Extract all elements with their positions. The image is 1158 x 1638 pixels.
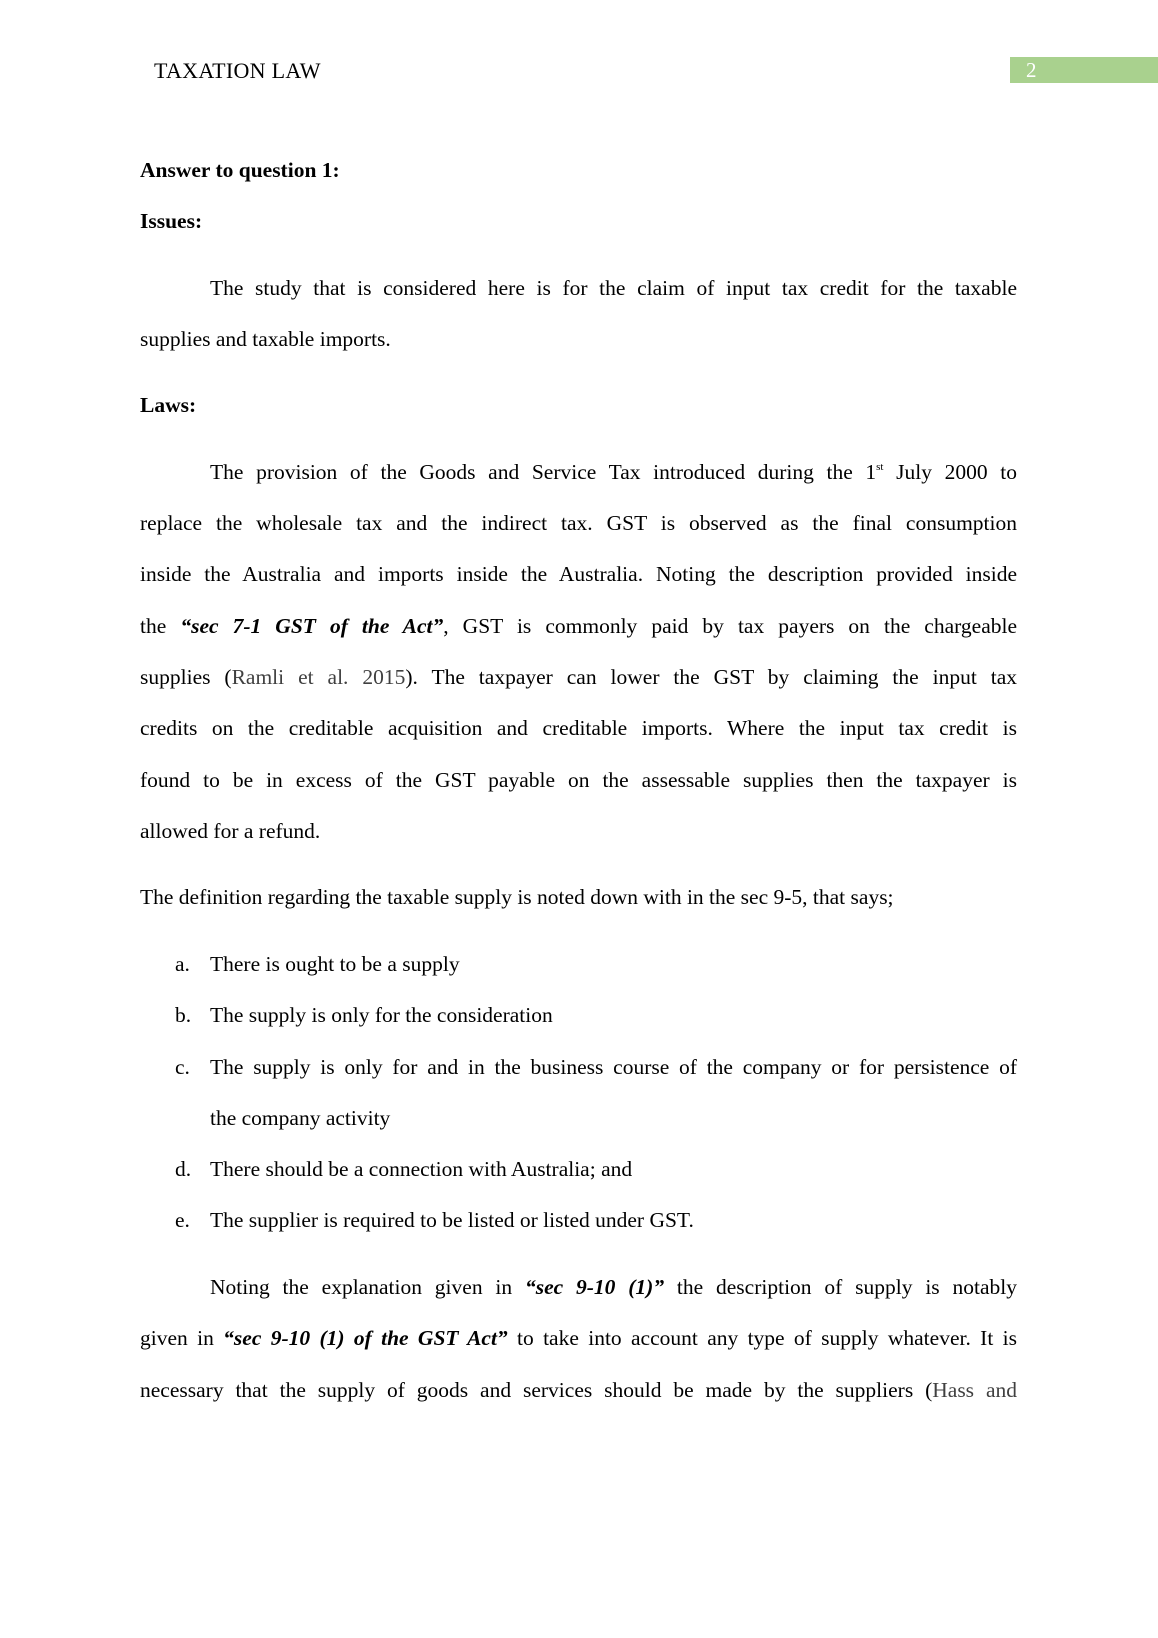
list-marker: d. [175,1157,192,1181]
statute-reference: “sec 7-1 GST of the Act” [180,614,444,638]
list-marker: b. [175,1003,192,1027]
heading-laws: Laws: [140,393,197,417]
statute-reference: “sec 9-10 (1)” [524,1275,665,1299]
list-item: There should be a connection with Australia; and [210,1157,633,1181]
laws-paragraph-line: replace the wholesale tax and the indirect tax. GST is observed as the final consumption [140,511,1017,535]
running-header-title: TAXATION LAW [154,58,321,83]
laws-paragraph-line: inside the Australia and imports inside the Australia. Noting the description provided inside [140,562,1017,586]
heading-issues: Issues: [140,209,203,233]
list-marker: c. [175,1055,190,1079]
issues-paragraph-line: The study that is considered here is for the claim of input tax credit for the taxable [210,276,1017,300]
text-run: ). The taxpayer can lower the GST by claiming the input tax [405,665,1017,689]
text-run: The provision of the Goods and Service Tax introduced during the 1 [210,460,877,484]
list-item-continuation: the company activity [210,1106,391,1130]
list-item: The supply is only for the consideration [210,1003,553,1027]
citation: Ramli et al. 2015 [231,665,406,689]
text-run: the [140,614,181,638]
list-item: The supplier is required to be listed or listed under GST. [210,1208,694,1232]
text-run: necessary that the supply of goods and services should be made by the suppliers ( [140,1378,933,1402]
definition-intro: The definition regarding the taxable supply is noted down with in the sec 9-5, that says; [140,885,894,909]
laws-paragraph-line [140,460,1017,485]
final-paragraph-line [140,1326,1017,1351]
text-run: to take into account any type of supply whatever. It is [507,1326,1017,1350]
list-marker: a. [175,952,190,976]
text-run: Noting the explanation given in [210,1275,525,1299]
list-item: There is ought to be a supply [210,952,460,976]
laws-paragraph-line: credits on the creditable acquisition and creditable imports. Where the input tax credit is [140,716,1017,740]
laws-paragraph-line [140,665,1017,690]
text-run: given in [140,1326,224,1350]
list-item: The supply is only for and in the business course of the company or for persistence of [210,1055,1017,1079]
text-run: , GST is commonly paid by tax payers on the chargeable [443,614,1018,638]
text-run: supplies ( [140,665,232,689]
text-run: July 2000 to [883,460,1017,484]
issues-paragraph-line: supplies and taxable imports. [140,327,391,351]
heading-answer: Answer to question 1: [140,158,340,182]
laws-paragraph-line: found to be in excess of the GST payable on the assessable supplies then the taxpayer is [140,768,1017,792]
final-paragraph-line [140,1378,1017,1403]
text-run: the description of supply is notably [664,1275,1017,1299]
statute-reference: “sec 9-10 (1) of the GST Act” [223,1326,508,1350]
list-marker: e. [175,1208,190,1232]
laws-paragraph-line [140,614,1017,639]
citation: Hass and [932,1378,1017,1402]
page-number-badge: 2 [1010,57,1158,83]
superscript: st [876,461,884,473]
final-paragraph-line [140,1275,1017,1300]
laws-paragraph-line: allowed for a refund. [140,819,321,843]
